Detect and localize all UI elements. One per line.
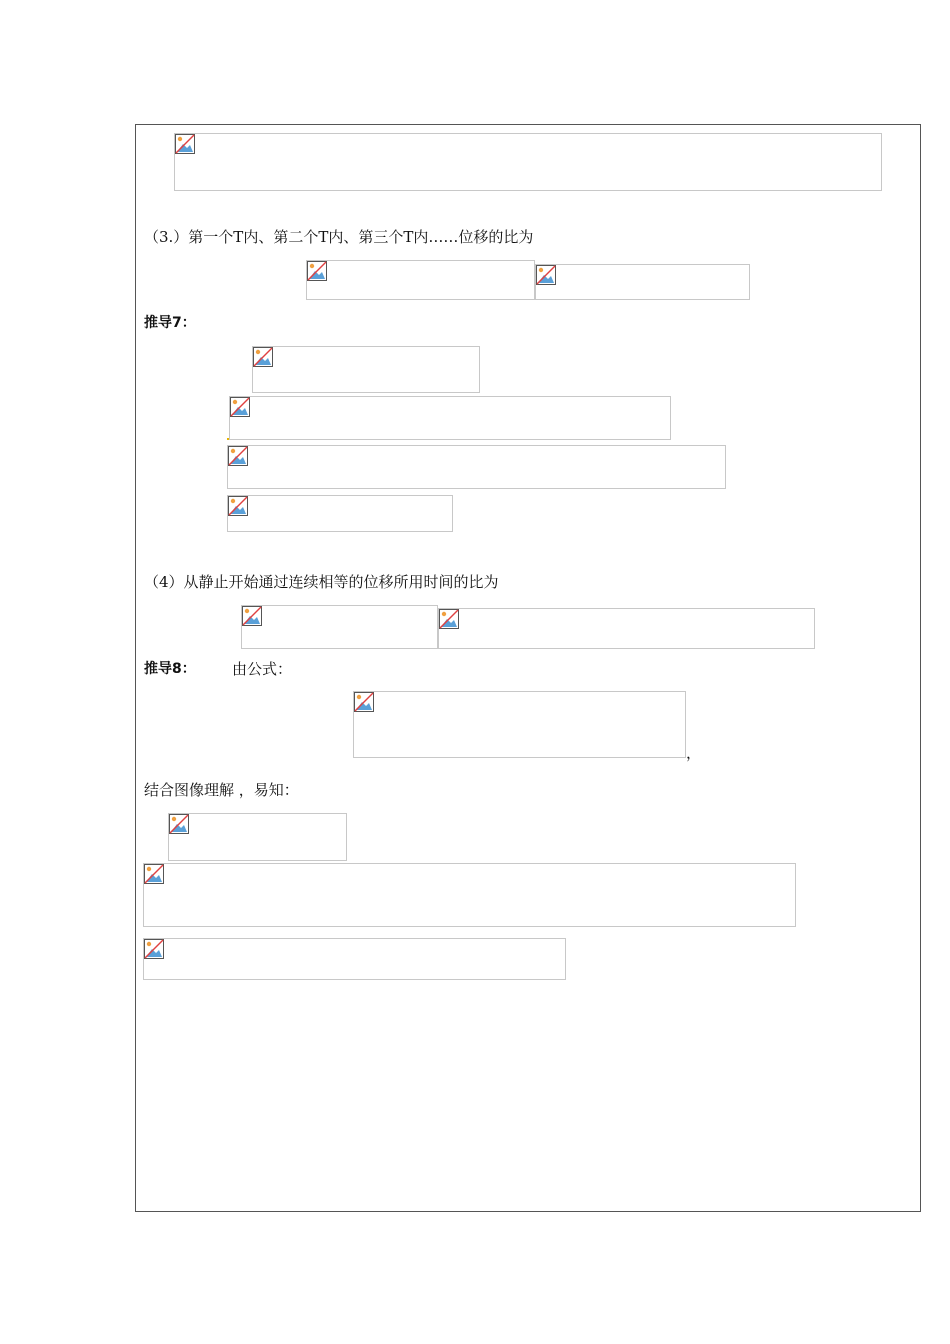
broken-image-icon [242, 606, 262, 626]
formula-image-5 [229, 396, 671, 440]
formula-image-2 [306, 260, 535, 300]
comma-text: ， [686, 744, 702, 762]
broken-image-icon [307, 261, 327, 281]
broken-image-icon [175, 134, 195, 154]
mark-dot [227, 438, 229, 440]
formula-image-6 [227, 445, 726, 489]
broken-image-icon [144, 939, 164, 959]
formula-image-13 [143, 938, 566, 980]
broken-image-icon [228, 446, 248, 466]
formula-image-10 [353, 691, 686, 758]
formula-image-7 [227, 495, 453, 532]
item-4-text: （4）从静止开始通过连续相等的位移所用时间的比为 [144, 573, 499, 591]
formula-image-8 [241, 605, 438, 649]
formula-image-3 [535, 264, 750, 300]
broken-image-icon [536, 265, 556, 285]
formula-image-1 [174, 133, 882, 191]
derivation-8-label: 推导8： [144, 661, 196, 677]
broken-image-icon [253, 347, 273, 367]
formula-image-12 [143, 863, 796, 927]
derivation-7-label: 推导7： [144, 315, 196, 331]
formula-image-9 [438, 608, 815, 649]
combine-text: 结合图像理解 ，易知： [144, 781, 299, 799]
broken-image-icon [228, 496, 248, 516]
formula-image-4 [252, 346, 480, 393]
broken-image-icon [439, 609, 459, 629]
from-formula-text: 由公式： [232, 660, 293, 678]
broken-image-icon [354, 692, 374, 712]
item-3-text: （3.）第一个T内、第二个T内、第三个T内……位移的比为 [144, 228, 534, 246]
formula-image-11 [168, 813, 347, 861]
broken-image-icon [144, 864, 164, 884]
broken-image-icon [230, 397, 250, 417]
broken-image-icon [169, 814, 189, 834]
